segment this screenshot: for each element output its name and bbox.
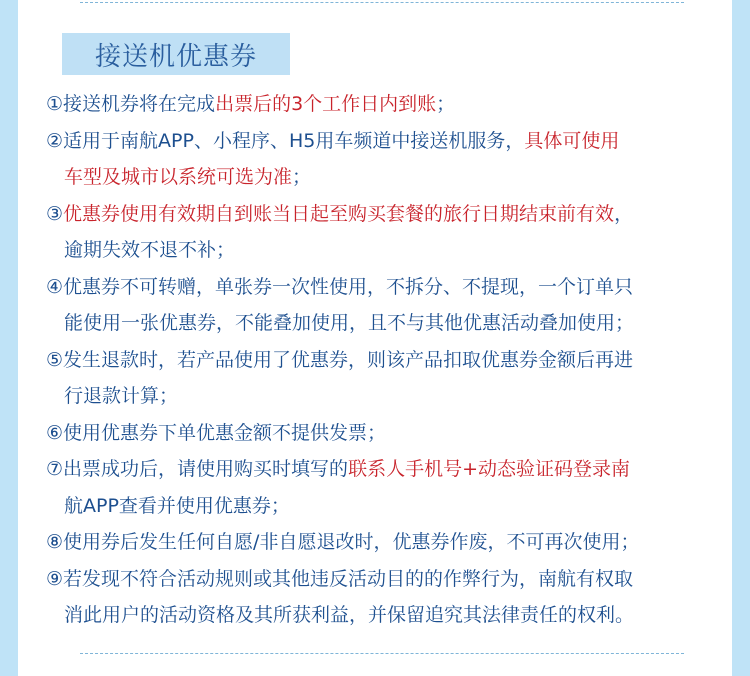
rule-continuation — [46, 597, 736, 634]
rule-number: ⑨ — [46, 567, 64, 590]
bottom-divider — [80, 653, 684, 654]
page-title: 接送机优惠券 — [94, 41, 257, 72]
rule-item — [46, 123, 736, 196]
rule-number: ⑥ — [46, 421, 64, 444]
rule-continuation — [46, 488, 736, 525]
rule-item — [46, 415, 736, 452]
rule-text-segment: 航APP查看并使用优惠券； — [64, 494, 290, 517]
rule-text-segment: 消此用户的活动资格及其所获利益，并保留追究其法律责任的权利。 — [64, 604, 635, 626]
rule-number: ① — [46, 93, 64, 115]
rule-continuation — [46, 378, 736, 415]
rule-item — [46, 451, 736, 524]
rule-text-segment: 能使用一张优惠券，不能叠加使用，且不与其他优惠活动叠加使用； — [64, 312, 635, 334]
rule-item — [46, 196, 736, 269]
rules-list — [46, 86, 736, 634]
rule-text-segment: 使用券后发生任何自愿/非自愿退改时，优惠券作废，不可再次使用； — [63, 531, 640, 553]
rule-number: ⑧ — [46, 531, 64, 553]
rule-text-segment: 逾期失效不退不补； — [64, 239, 236, 261]
rule-continuation — [46, 159, 736, 196]
rule-number: ⑦ — [46, 458, 64, 480]
rule-text-segment: ， — [614, 202, 634, 225]
rule-text-segment: 接送机券将在完成 — [63, 93, 216, 115]
rule-number: ③ — [46, 202, 64, 225]
rule-item — [46, 86, 736, 123]
rule-item — [46, 524, 736, 561]
rule-text-segment: 适用于南航APP、小程序、H5用车频道中接送机服务， — [63, 129, 525, 152]
rule-text-segment: 若发现不符合活动规则或其他违反活动目的的作弊行为，南航有权取 — [63, 567, 634, 590]
rule-text-segment: 联系人手机号+动态验证码登录南 — [348, 458, 630, 480]
rule-text-segment: 出票后的3个工作日内到账 — [215, 93, 437, 115]
content-card — [18, 0, 732, 676]
rule-continuation — [46, 232, 736, 269]
rule-text-segment: 行退款计算； — [64, 385, 179, 407]
rule-number: ④ — [46, 275, 64, 298]
top-divider — [80, 2, 684, 3]
rule-text-segment: 具体可使用 — [524, 129, 620, 152]
rule-item — [46, 342, 736, 415]
rule-number: ⑤ — [46, 348, 64, 371]
rule-number: ② — [46, 129, 64, 152]
rule-item — [46, 269, 736, 342]
rule-text-segment: ； — [436, 93, 456, 115]
rule-text-segment: 优惠券使用有效期自到账当日起至购买套餐的旅行日期结束前有效 — [63, 202, 615, 225]
title-banner — [62, 33, 290, 75]
rule-text-segment: 出票成功后，请使用购买时填写的 — [63, 458, 349, 480]
rule-text-segment: 使用优惠券下单优惠金额不提供发票； — [63, 421, 387, 444]
rule-continuation — [46, 305, 736, 342]
rule-item — [46, 561, 736, 634]
rule-text-segment: 车型及城市以系统可选为准 — [64, 166, 293, 188]
rule-text-segment: ； — [292, 166, 312, 188]
rule-text-segment: 发生退款时，若产品使用了优惠券，则该产品扣取优惠券金额后再进 — [63, 348, 634, 371]
rule-text-segment: 优惠券不可转赠，单张券一次性使用，不拆分、不提现，一个订单只 — [63, 275, 634, 298]
